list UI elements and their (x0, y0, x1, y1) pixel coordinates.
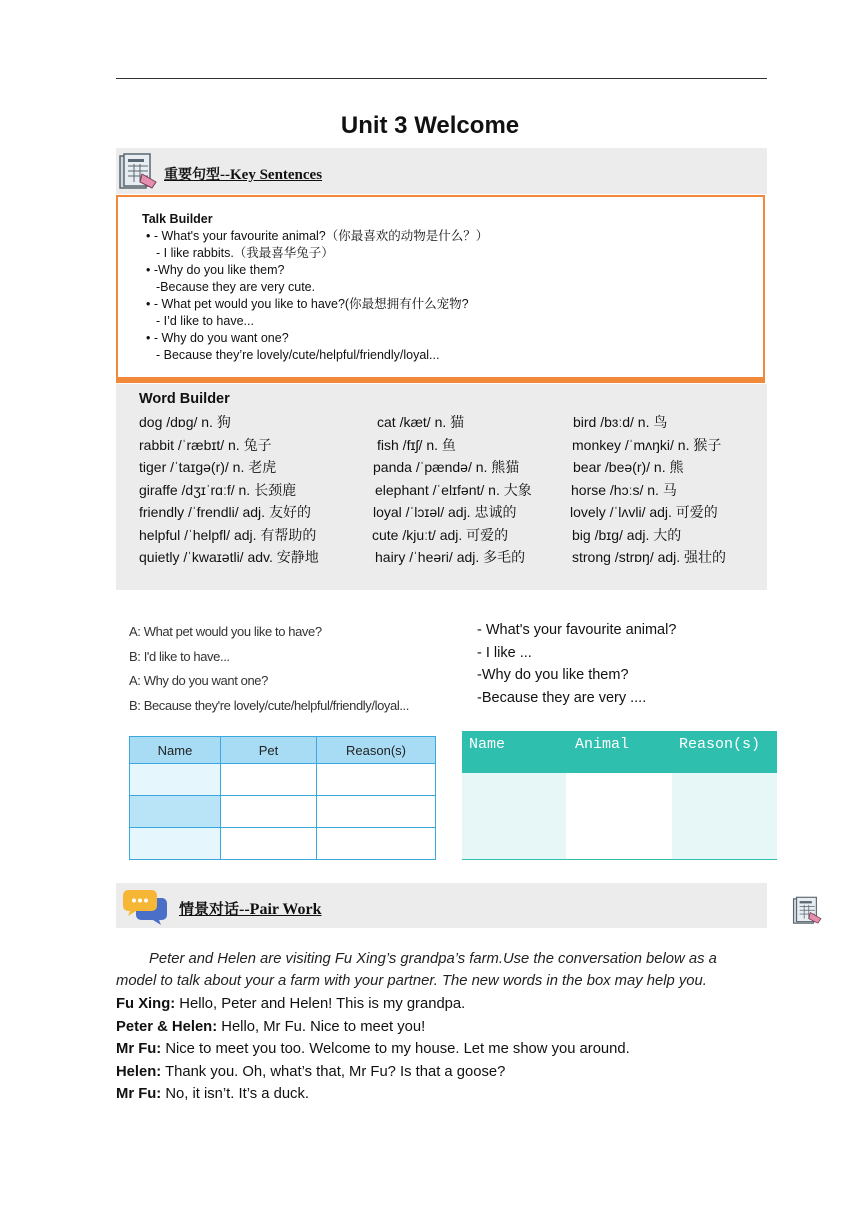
dialogue-line: - What's your favourite animal? (477, 622, 677, 638)
speaker: Mr Fu: (116, 1041, 162, 1057)
talk-line (146, 245, 488, 262)
table-row (130, 796, 436, 828)
speaker: Fu Xing: (116, 996, 176, 1012)
word-entry: panda /ˈpændə/ n. 熊猫 (373, 459, 520, 475)
table-cell[interactable] (221, 764, 317, 796)
word-row (139, 412, 759, 435)
dialogue-line: B: I'd like to have... (129, 648, 230, 664)
talk-line-text: -Because they are very cute. (156, 280, 316, 294)
utterance: Thank you. Oh, what’s that, Mr Fu? Is that a goose? (161, 1063, 506, 1080)
table-cell[interactable] (317, 828, 436, 860)
bullet: • (146, 263, 154, 277)
utterance: Hello, Mr Fu. Nice to meet you! (217, 1018, 426, 1035)
table-header-row (130, 737, 436, 764)
talk-line (146, 262, 488, 279)
word-entry: horse /hɔːs/ n. 马 (571, 481, 677, 498)
table-cell[interactable] (130, 828, 221, 860)
table-cell[interactable] (130, 764, 221, 796)
word-entry: bird /bɜːd/ n. 鸟 (573, 414, 668, 430)
table-header: Pet (221, 737, 317, 764)
chat-bubble-icon (122, 888, 168, 926)
table-header: Name (130, 737, 221, 764)
talk-line-text: -Why do you like them? (153, 263, 285, 277)
conversation-line (116, 1016, 630, 1039)
word-entry: giraffe /dʒɪˈrɑːf/ n. 长颈鹿 (139, 481, 297, 498)
word-entry: monkey /ˈmʌŋki/ n. 猴子 (572, 436, 722, 453)
conversation-line (116, 993, 630, 1016)
talk-line-text: - Because they’re lovely/cute/helpful/friendly/loyal... (156, 348, 440, 362)
top-rule (116, 78, 767, 79)
pair-work-heading-en: --Pair Work (239, 901, 322, 918)
table-cell[interactable] (462, 773, 566, 859)
table-cell[interactable] (221, 828, 317, 860)
table-cell[interactable] (221, 796, 317, 828)
conversation-line (116, 1061, 630, 1084)
bullet: • (146, 331, 154, 345)
talk-line (146, 347, 488, 364)
conversation-line (116, 1083, 630, 1106)
talk-line (146, 228, 488, 245)
talk-line-text: - I’d like to have... (156, 314, 254, 328)
word-builder-grid (139, 412, 759, 570)
word-entry: big /bɪɡ/ adj. 大的 (572, 526, 682, 543)
talk-line-text: - Why do you want one? (153, 331, 289, 345)
word-entry: hairy /ˈheəri/ adj. 多毛的 (375, 549, 526, 565)
table-header: Animal (575, 736, 630, 753)
talk-line-text: - I like rabbits.（我最喜华兔子） (156, 246, 334, 260)
word-row (139, 502, 759, 525)
table-cell[interactable] (566, 773, 672, 859)
pair-work-heading-cn: 情景对话 (179, 900, 240, 918)
talk-builder-lines (146, 228, 488, 364)
bullet: • (146, 229, 154, 243)
dialogue-line: -Why do you like them? (477, 667, 629, 684)
utterance: Nice to meet you too. Welcome to my house. Let me show you around. (161, 1041, 630, 1057)
word-row (139, 457, 759, 480)
word-entry: lovely /ˈlʌvli/ adj. 可爱的 (570, 504, 718, 520)
word-entry: friendly /ˈfrendli/ adj. 友好的 (139, 504, 311, 520)
worksheet-icon (792, 895, 824, 927)
key-sentences-heading-cn: 重要句型 (164, 167, 220, 183)
word-row (139, 480, 759, 503)
table-cell[interactable] (130, 796, 221, 828)
talk-line (146, 313, 488, 330)
word-entry: strong /strɒŋ/ adj. 强壮的 (572, 549, 727, 565)
key-sentences-heading (164, 164, 322, 184)
talk-line (146, 296, 488, 313)
word-entry: tiger /ˈtaɪɡə(r)/ n. 老虎 (139, 459, 277, 475)
dialogue-left (129, 624, 409, 722)
word-entry: elephant /ˈelɪfənt/ n. 大象 (375, 481, 532, 498)
word-entry: cat /kæt/ n. 猫 (377, 414, 465, 430)
table-cell[interactable] (317, 796, 436, 828)
key-sentences-heading-en: --Key Sentences (220, 167, 323, 183)
pair-work-intro-1: Peter and Helen are visiting Fu Xing’s grandpa’s farm.Use the conversation below as a (149, 951, 717, 967)
talk-line (146, 330, 488, 347)
pair-work-intro-2: model to talk about your a farm with your partner. The new words in the box may help you. (116, 973, 707, 989)
table-row (130, 764, 436, 796)
talk-line-text: - What pet would you like to have?(你最想拥有什么宠物? (153, 297, 469, 311)
speaker: Mr Fu: (116, 1086, 162, 1102)
dialogue-right (477, 622, 676, 712)
table-row (130, 828, 436, 860)
word-entry: cute /kjuːt/ adj. 可爱的 (372, 526, 509, 543)
table-cell[interactable] (317, 764, 436, 796)
word-entry: dog /dɒɡ/ n. 狗 (139, 414, 231, 430)
table-header: Reason(s) (317, 737, 436, 764)
dialogue-line: B: Because they're lovely/cute/helpful/friendly/loyal... (129, 697, 409, 713)
bullet: • (146, 297, 154, 311)
speaker: Helen: (116, 1063, 162, 1080)
worksheet-icon (118, 152, 160, 192)
dialogue-line: -Because they are very .... (477, 689, 647, 706)
word-entry: loyal /ˈlɔɪəl/ adj. 忠诚的 (373, 504, 517, 520)
conversation (116, 993, 630, 1106)
utterance: No, it isn’t. It’s a duck. (161, 1086, 309, 1102)
table-bottom-rule (462, 859, 777, 860)
conversation-line (116, 1038, 630, 1061)
word-entry: quietly /ˈkwaɪətli/ adv. 安静地 (139, 549, 319, 565)
page-title: Unit 3 Welcome (340, 112, 520, 139)
talk-builder-title: Talk Builder (142, 212, 213, 226)
dialogue-line: A: Why do you want one? (129, 673, 268, 688)
utterance: Hello, Peter and Helen! This is my grandpa. (175, 996, 466, 1012)
word-row (139, 525, 759, 548)
pet-table (129, 736, 436, 860)
word-entry: fish /fɪʃ/ n. 鱼 (377, 436, 456, 453)
word-row (139, 547, 759, 570)
dialogue-line: - I like ... (477, 644, 532, 661)
talk-line (146, 279, 488, 296)
dialogue-line: A: What pet would you like to have? (129, 624, 322, 639)
word-row (139, 435, 759, 458)
table-header: Reason(s) (679, 736, 761, 753)
speaker: Peter & Helen: (116, 1018, 218, 1035)
pair-work-heading (179, 898, 322, 919)
animal-table (462, 731, 777, 860)
word-entry: bear /beə(r)/ n. 熊 (573, 459, 684, 475)
word-entry: rabbit /ˈræbɪt/ n. 兔子 (139, 436, 272, 453)
word-builder-title: Word Builder (139, 391, 230, 407)
table-cell[interactable] (672, 773, 777, 859)
table-header: Name (469, 736, 506, 753)
talk-line-text: - What's your favourite animal?（你最喜欢的动物是什么？） (153, 229, 489, 243)
word-entry: helpful /ˈhelpfl/ adj. 有帮助的 (139, 526, 317, 543)
